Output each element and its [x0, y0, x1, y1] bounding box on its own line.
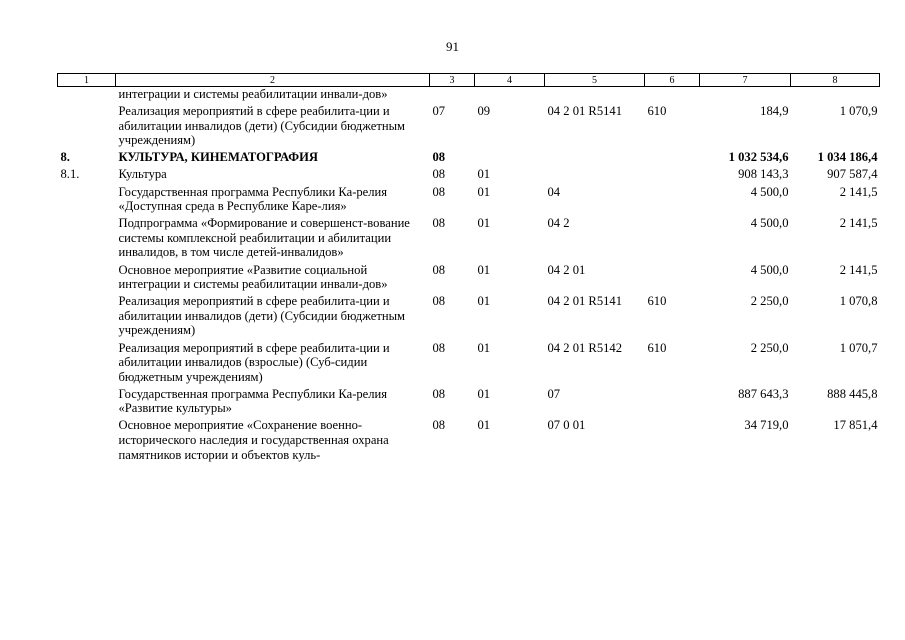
amount-year-1: 34 719,0 — [744, 418, 789, 433]
amount-year-2: 1 034 186,4 — [817, 150, 878, 165]
section-code: 08 — [432, 418, 446, 433]
section-code: 07 — [432, 104, 446, 119]
subsection-code: 01 — [477, 216, 491, 231]
column-header: 6 — [645, 74, 700, 87]
section-code: 08 — [432, 340, 446, 355]
amount-year-2: 17 851,4 — [833, 418, 878, 433]
subsection-code — [475, 87, 545, 105]
expense-type-code: 610 — [647, 340, 667, 355]
row-number — [58, 387, 116, 419]
section-code — [430, 87, 475, 105]
row-number — [58, 185, 116, 217]
table-row — [58, 104, 880, 150]
table-row — [58, 341, 880, 387]
amount-year-2: 2 141,5 — [839, 184, 878, 199]
amount-year-1: 887 643,3 — [738, 386, 789, 401]
column-header: 4 — [475, 74, 545, 87]
row-number — [58, 294, 116, 340]
expense-type-code — [645, 150, 700, 167]
target-article-code: 04 2 01 R5141 — [547, 294, 623, 309]
row-number: 8. — [60, 150, 70, 165]
target-article-code — [545, 150, 645, 167]
column-header: 1 — [58, 74, 116, 87]
amount-year-2: 907 587,4 — [827, 167, 878, 182]
budget-table — [57, 73, 880, 465]
section-code: 08 — [432, 262, 446, 277]
row-name: Государственная программа Республики Ка-релия «Доступная среда в Республике Каре-лия» — [118, 184, 388, 214]
page-number: 91 — [446, 39, 459, 54]
row-name: Основное мероприятие «Сохранение военно-исторического наследия и государственная охрана памятников истории и объектов куль- — [118, 418, 389, 462]
amount-year-1: 4 500,0 — [750, 262, 789, 277]
table-row — [58, 216, 880, 262]
row-number — [58, 341, 116, 387]
expense-type-code: 610 — [647, 104, 667, 119]
column-header: 3 — [430, 74, 475, 87]
section-code: 08 — [432, 167, 446, 182]
column-header: 8 — [791, 74, 880, 87]
subsection-code: 01 — [477, 418, 491, 433]
expense-type-code — [645, 216, 700, 262]
section-code: 08 — [432, 216, 446, 231]
expense-type-code — [645, 185, 700, 217]
table-row — [58, 87, 880, 105]
amount-year-1: 908 143,3 — [738, 167, 789, 182]
expense-type-code — [645, 167, 700, 184]
target-article-code: 04 2 01 R5142 — [547, 340, 623, 355]
table-row — [58, 387, 880, 419]
table-row — [58, 185, 880, 217]
subsection-code: 01 — [477, 184, 491, 199]
amount-year-2: 1 070,7 — [839, 340, 878, 355]
section-code: 08 — [432, 386, 446, 401]
subsection-code: 01 — [477, 340, 491, 355]
row-number — [58, 104, 116, 150]
section-code: 08 — [432, 294, 446, 309]
row-number — [58, 263, 116, 295]
column-header: 7 — [700, 74, 791, 87]
row-name: Реализация мероприятий в сфере реабилита-ции и абилитации инвалидов (взрослые) (Суб-сидии бюджетным учреждениям) — [118, 340, 390, 384]
amount-year-1: 4 500,0 — [750, 184, 789, 199]
table-row — [58, 294, 880, 340]
row-name: интеграции и системы реабилитации инвали-дов» — [118, 87, 388, 101]
row-name: Государственная программа Республики Ка-релия «Развитие культуры» — [118, 386, 388, 416]
amount-year-1: 2 250,0 — [750, 340, 789, 355]
target-article-code — [545, 87, 645, 105]
amount-year-1: 4 500,0 — [750, 216, 789, 231]
subsection-code: 01 — [477, 294, 491, 309]
row-name: КУЛЬТУРА, КИНЕМАТОГРАФИЯ — [118, 150, 318, 165]
row-number — [58, 418, 116, 464]
amount-year-2: 1 070,9 — [839, 104, 878, 119]
amount-year-1: 1 032 534,6 — [728, 150, 789, 165]
target-article-code: 04 2 01 — [547, 262, 586, 277]
amount-year-2: 1 070,8 — [839, 294, 878, 309]
column-header: 5 — [545, 74, 645, 87]
table-row — [58, 418, 880, 464]
table-row — [58, 150, 880, 167]
row-number — [58, 87, 116, 105]
subsection-code — [475, 150, 545, 167]
expense-type-code — [645, 263, 700, 295]
column-header: 2 — [116, 74, 430, 87]
target-article-code: 07 — [547, 386, 561, 401]
row-name: Культура — [118, 167, 167, 182]
amount-year-1 — [700, 87, 791, 105]
table-row — [58, 263, 880, 295]
row-name: Основное мероприятие «Развитие социальной интеграции и системы реабилитации инвали-дов» — [118, 262, 388, 292]
row-name: Реализация мероприятий в сфере реабилита-ции и абилитации инвалидов (дети) (Субсидии бюджетным учреждениям) — [118, 294, 406, 338]
expense-type-code — [645, 87, 700, 105]
target-article-code — [545, 167, 645, 184]
expense-type-code: 610 — [647, 294, 667, 309]
expense-type-code — [645, 418, 700, 464]
column-number-row — [58, 74, 880, 87]
target-article-code: 04 2 — [547, 216, 570, 231]
section-code: 08 — [432, 184, 446, 199]
subsection-code: 01 — [477, 167, 491, 182]
row-name: Подпрограмма «Формирование и совершенст-вование системы комплексной реабилитации и абилитации инвалидов, в том числе детей-инвалидов» — [118, 216, 410, 260]
target-article-code: 07 0 01 — [547, 418, 586, 433]
amount-year-1: 2 250,0 — [750, 294, 789, 309]
amount-year-2 — [791, 87, 880, 105]
expense-type-code — [645, 387, 700, 419]
target-article-code: 04 — [547, 184, 561, 199]
target-article-code: 04 2 01 R5141 — [547, 104, 623, 119]
amount-year-1: 184,9 — [760, 104, 789, 119]
row-number — [58, 216, 116, 262]
amount-year-2: 2 141,5 — [839, 262, 878, 277]
section-code: 08 — [432, 150, 446, 165]
amount-year-2: 2 141,5 — [839, 216, 878, 231]
subsection-code: 09 — [477, 104, 491, 119]
subsection-code: 01 — [477, 262, 491, 277]
table-row — [58, 167, 880, 184]
amount-year-2: 888 445,8 — [827, 386, 878, 401]
row-number: 8.1. — [60, 167, 80, 182]
row-name: Реализация мероприятий в сфере реабилита-ции и абилитации инвалидов (дети) (Субсидии бюджетным учреждениям) — [118, 104, 406, 148]
subsection-code: 01 — [477, 386, 491, 401]
